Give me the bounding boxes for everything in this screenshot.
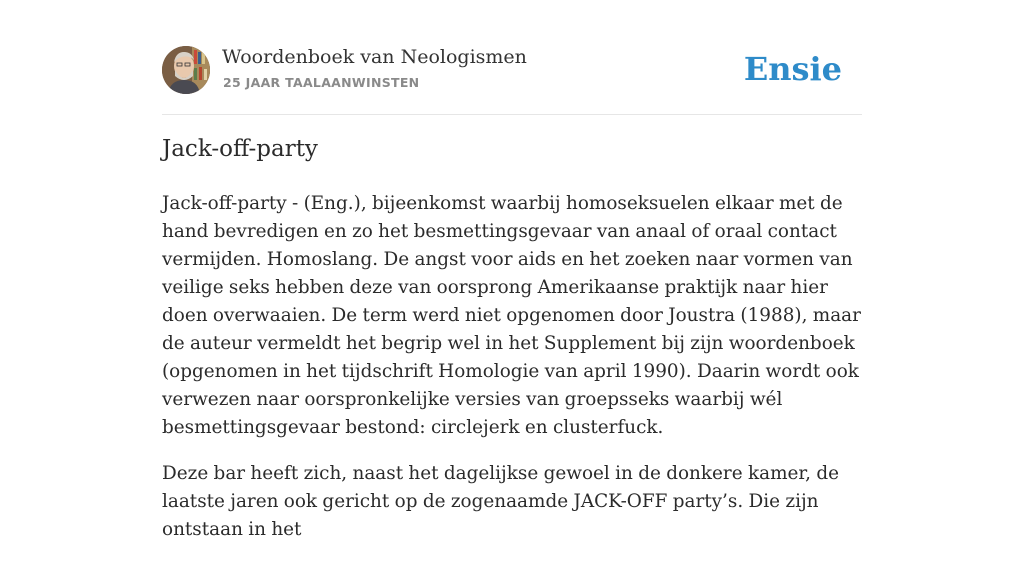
entry-title: Jack-off-party [162, 136, 318, 162]
brand-logo[interactable]: Ensie [743, 50, 842, 88]
entry-paragraph: Deze bar heeft zich, naast het dagelijkse gewoel in de donkere kamer, de laatste jaren ook gericht op de zogenaamde JACK-OFF party’s. Die zijn ontstaan in het [162, 463, 840, 540]
entry-body [162, 190, 862, 562]
entry-paragraph: Jack-off-party - (Eng.), bijeenkomst waarbij homoseksuelen elkaar met de hand bevredigen en zo het besmettingsgevaar van anaal of oraal contact vermijden. Homoslang. De angst voor aids en het zoeken naar vormen van veilige seks hebben deze van oorsprong Amerikaanse praktijk naar hier doen overwaaien. De term werd niet opgenomen door Joustra (1988), maar de auteur vermeldt het begrip wel in het Supplement bij zijn woordenboek (opgenomen in het tijdschrift Homologie van april 1990). Daarin wordt ook verwezen naar oorspronkelijke versies van groepsseks waarbij wél besmettingsgevaar bestond: circlejerk en clusterfuck. [162, 193, 861, 438]
avatar[interactable] [162, 46, 210, 94]
source-header [162, 46, 862, 115]
source-name[interactable]: Woordenboek van Neologismen [222, 46, 527, 68]
source-tagline: 25 JAAR TAALAANWINSTEN [223, 75, 420, 90]
author-portrait-icon [162, 46, 210, 94]
